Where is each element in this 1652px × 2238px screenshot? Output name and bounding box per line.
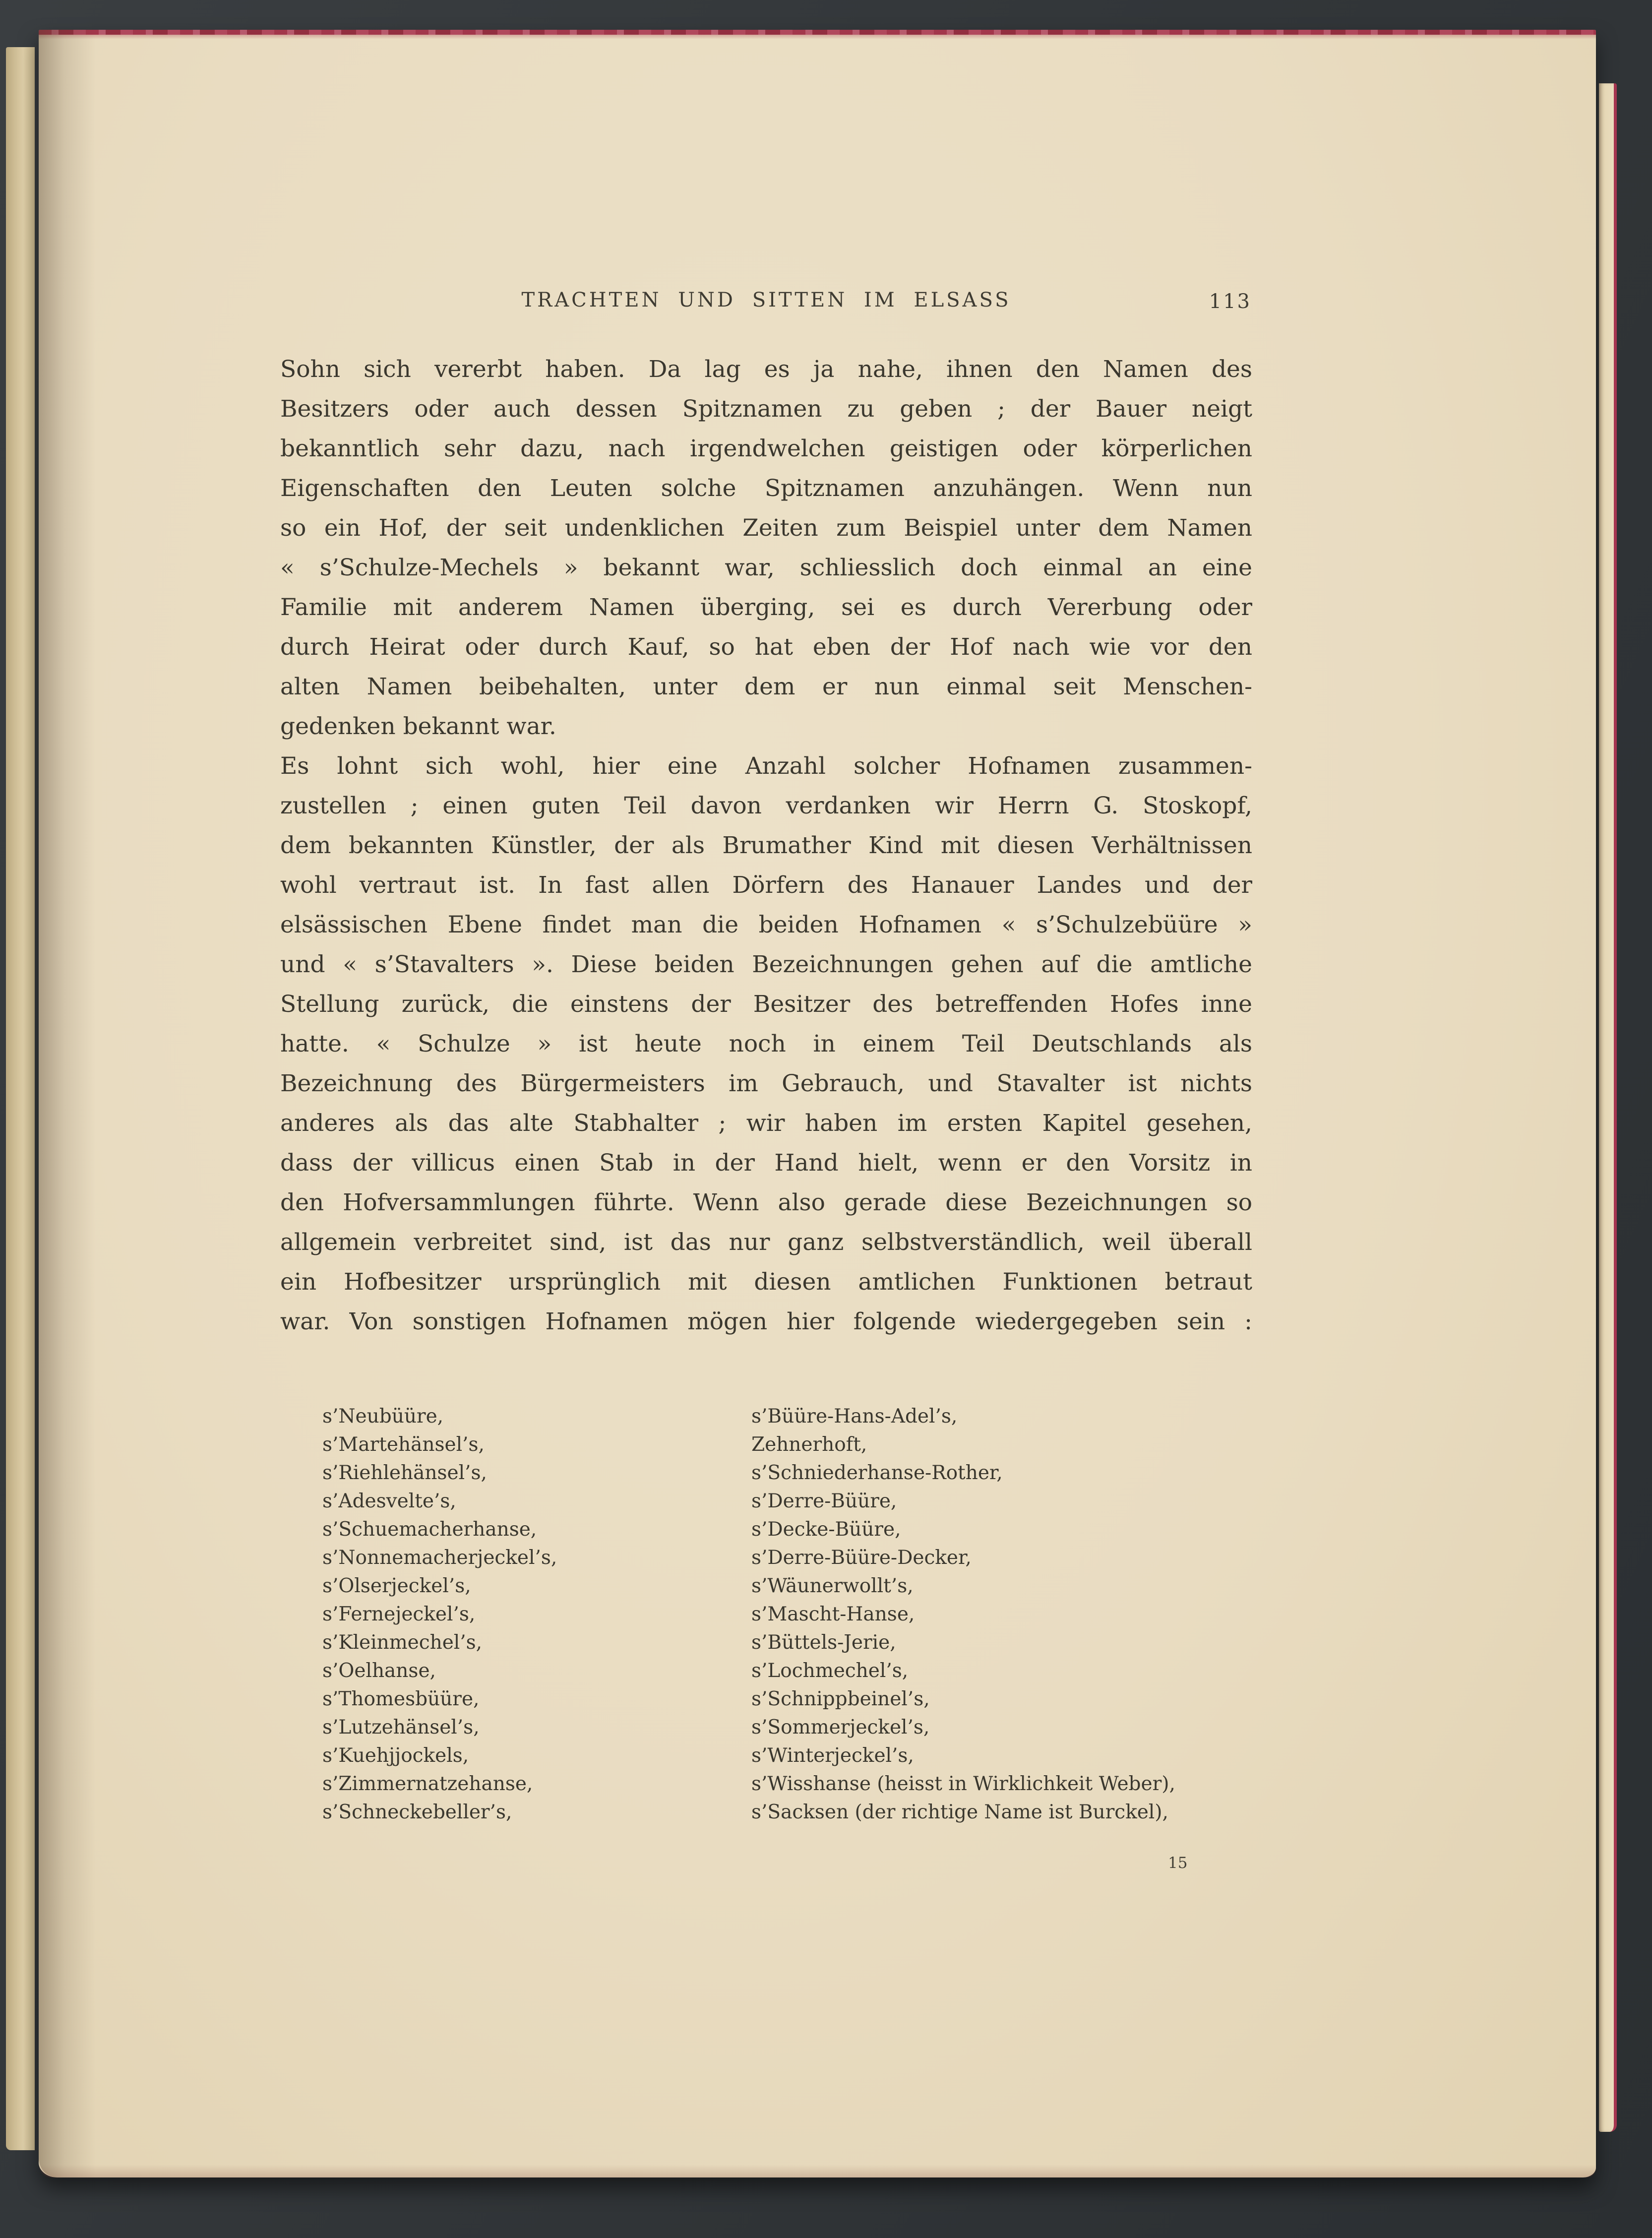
text-line: elsässischen Ebene findet man die beiden Hofnamen « s’Schulzebüüre » (280, 911, 1252, 938)
hofname-item: s’Wäunerwollt’s, (751, 1575, 914, 1597)
hofname-item: s’Nonnemacherjeckel’s, (322, 1547, 557, 1569)
text-line: Stellung zurück, die einstens der Besitzer des betreffenden Hofes inne (280, 991, 1252, 1018)
text-line: Es lohnt sich wohl, hier eine Anzahl solcher Hofnamen zusammen- (280, 752, 1252, 780)
text-line: gedenken bekannt war. (280, 713, 556, 740)
paragraph-1 (280, 350, 1252, 746)
hofname-item: s’Olserjeckel’s, (322, 1575, 471, 1597)
hofname-item: s’Zimmernatzehanse, (322, 1773, 533, 1795)
hofname-item: s’Adesvelte’s, (322, 1490, 456, 1512)
hofname-item: s’Schnippbeinel’s, (751, 1688, 930, 1710)
hofname-item: s’Derre-Büüre, (751, 1490, 897, 1512)
text-line: dass der villicus einen Stab in der Hand hielt, wenn er den Vorsitz in (280, 1149, 1252, 1177)
hofname-item: s’Mascht-Hanse, (751, 1603, 915, 1625)
hofname-item: s’Lochmechel’s, (751, 1660, 909, 1682)
paragraph-2 (280, 746, 1252, 1342)
hofname-item: s’Thomesbüüre, (322, 1688, 480, 1710)
hofname-item: s’Neubüüre, (322, 1405, 444, 1428)
text-line: alten Namen beibehalten, unter dem er nun einmal seit Menschen- (280, 673, 1252, 700)
hofname-item: s’Büüre-Hans-Adel’s, (751, 1405, 958, 1428)
text-line: anderes als das alte Stabhalter ; wir haben im ersten Kapitel gesehen, (280, 1110, 1252, 1137)
red-stained-top-edge (39, 30, 1596, 35)
text-line: zustellen ; einen guten Teil davon verdanken wir Herrn G. Stoskopf, (280, 792, 1252, 819)
text-line: durch Heirat oder durch Kauf, so hat eben der Hof nach wie vor den (280, 633, 1252, 661)
running-title: TRACHTEN UND SITTEN IM ELSASS (521, 289, 1011, 311)
hofname-item: s’Sacksen (der richtige Name ist Burckel), (751, 1801, 1168, 1823)
hofname-item: Zehnerhoft, (751, 1433, 867, 1456)
hofname-item: s’Wisshanse (heisst in Wirklichkeit Weber), (751, 1773, 1175, 1795)
hofname-item: s’Lutzehänsel’s, (322, 1716, 480, 1739)
hofname-item: s’Kleinmechel’s, (322, 1631, 483, 1654)
text-line: bekanntlich sehr dazu, nach irgendwelchen geistigen oder körperlichen (280, 435, 1252, 462)
hofname-item: s’Sommerjeckel’s, (751, 1716, 930, 1739)
hofname-item: s’Derre-Büüre-Decker, (751, 1547, 972, 1569)
text-line: Sohn sich vererbt haben. Da lag es ja nahe, ihnen den Namen des (280, 356, 1252, 383)
hofname-item: s’Kuehjjockels, (322, 1744, 469, 1767)
body-text (280, 350, 1252, 1342)
text-line: Bezeichnung des Bürgermeisters im Gebrauch, und Stavalter ist nichts (280, 1070, 1252, 1097)
text-line: allgemein verbreitet sind, ist das nur ganz selbstverständlich, weil überall (280, 1229, 1252, 1256)
facing-page-edge (6, 47, 35, 2150)
text-line: dem bekannten Künstler, der als Brumather Kind mit diesen Verhältnissen (280, 832, 1252, 859)
gutter-shadow (39, 30, 96, 2177)
page-number: 113 (1209, 290, 1251, 313)
hofname-item: s’Oelhanse, (322, 1660, 436, 1682)
hofname-item: s’Schniederhanse-Rother, (751, 1462, 1003, 1484)
hofname-item: s’Fernejeckel’s, (322, 1603, 476, 1625)
under-page-edge (1599, 83, 1617, 2132)
text-line: hatte. « Schulze » ist heute noch in einem Teil Deutschlands als (280, 1030, 1252, 1057)
hofname-item: s’Riehlehänsel’s, (322, 1462, 487, 1484)
hofname-item: s’Schneckebeller’s, (322, 1801, 512, 1823)
hofname-item: s’Decke-Büüre, (751, 1518, 901, 1541)
hofnamen-list-left-column (322, 1402, 557, 1826)
text-line: Familie mit anderem Namen überging, sei es durch Vererbung oder (280, 594, 1252, 621)
text-line: war. Von sonstigen Hofnamen mögen hier folgende wiedergegeben sein : (280, 1308, 1252, 1335)
hofname-item: s’Schuemacherhanse, (322, 1518, 537, 1541)
book-page (39, 30, 1596, 2177)
running-header (280, 289, 1252, 319)
text-line: ein Hofbesitzer ursprünglich mit diesen amtlichen Funktionen betraut (280, 1268, 1252, 1296)
hofname-item: s’Martehänsel’s, (322, 1433, 485, 1456)
hofname-item: s’Büttels-Jerie, (751, 1631, 896, 1654)
text-line: den Hofversammlungen führte. Wenn also gerade diese Bezeichnungen so (280, 1189, 1252, 1216)
hofnamen-list-right-column (751, 1402, 1175, 1826)
text-line: und « s’Stavalters ». Diese beiden Bezeichnungen gehen auf die amtliche (280, 951, 1252, 978)
text-line: « s’Schulze-Mechels » bekannt war, schliesslich doch einmal an eine (280, 554, 1252, 581)
text-line: Besitzers oder auch dessen Spitznamen zu geben ; der Bauer neigt (280, 395, 1252, 423)
text-line: wohl vertraut ist. In fast allen Dörfern des Hanauer Landes und der (280, 871, 1252, 899)
signature-mark: 15 (1168, 1854, 1188, 1872)
text-line: so ein Hof, der seit undenklichen Zeiten zum Beispiel unter dem Namen (280, 514, 1252, 542)
text-line: Eigenschaften den Leuten solche Spitznamen anzuhängen. Wenn nun (280, 475, 1252, 502)
hofname-item: s’Winterjeckel’s, (751, 1744, 914, 1767)
